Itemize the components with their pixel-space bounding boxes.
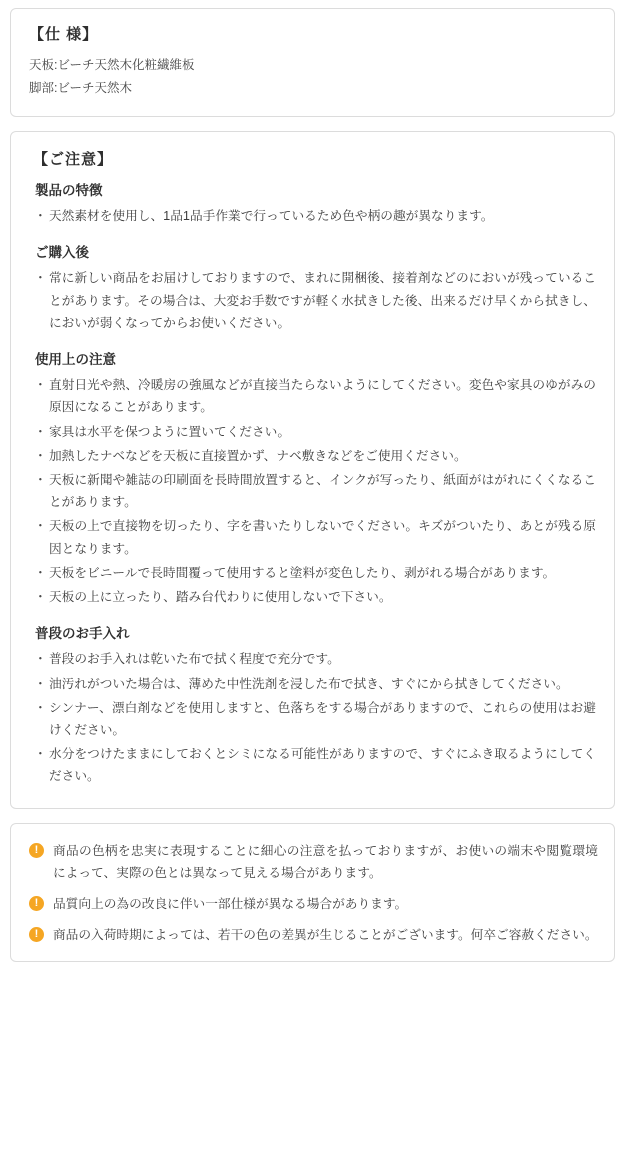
list-item: ・ 天板をビニールで長時間覆って使用すると塗料が変色したり、剥がれる場合があります。 (35, 562, 596, 584)
caution-section-after-purchase (29, 241, 596, 334)
section-list (29, 648, 596, 787)
exclamation-icon: ! (29, 927, 44, 942)
disclaimer-text: 品質向上の為の改良に伴い一部仕様が異なる場合があります。 (53, 897, 408, 912)
disclaimer-list (27, 840, 598, 947)
caution-card (10, 131, 615, 808)
section-list (29, 205, 596, 227)
section-heading: ご購入後 (35, 245, 89, 261)
list-item (27, 840, 598, 884)
section-list (29, 374, 596, 608)
spec-card (10, 8, 615, 117)
section-heading: 普段のお手入れ (35, 626, 130, 642)
caution-section-usage (29, 348, 596, 608)
spec-line: 脚部:ビーチ天然木 (29, 81, 132, 96)
list-item: ・ 直射日光や熱、冷暖房の強風などが直接当たらないようにしてください。変色や家具のゆがみの原因になることがあります。 (35, 374, 596, 418)
list-item: ・ 常に新しい商品をお届けしておりますので、まれに開梱後、接着剤などのにおいが残っていることがあります。その場合は、大変お手数ですが軽く水拭きした後、出来るだけ早くから拭きし、においが弱くなってからお使いください。 (35, 267, 596, 334)
list-item: ・ 油汚れがついた場合は、薄めた中性洗剤を浸した布で拭き、すぐにから拭きしてください。 (35, 673, 596, 695)
list-item: ・ 天板の上に立ったり、踏み台代わりに使用しないで下さい。 (35, 586, 596, 608)
list-item: ・ 天然素材を使用し、1品1品手作業で行っているため色や柄の趣が異なります。 (35, 205, 596, 227)
list-item (27, 924, 598, 946)
list-item: ・ 普段のお手入れは乾いた布で拭く程度で充分です。 (35, 648, 596, 670)
disclaimer-card (10, 823, 615, 962)
list-item: ・ 家具は水平を保つように置いてください。 (35, 421, 596, 443)
caution-title: 【ご注意】 (33, 151, 114, 169)
section-heading: 使用上の注意 (35, 352, 116, 368)
list-item: ・ 天板の上で直接物を切ったり、字を書いたりしないでください。キズがついたり、あとが残る原因となります。 (35, 515, 596, 559)
disclaimer-text: 商品の色柄を忠実に表現することに細心の注意を払っておりますが、お使いの端末や閲覧環境によって、実際の色とは異なって見える場合があります。 (53, 843, 598, 880)
spec-line: 天板:ビーチ天然木化粧繊維板 (29, 58, 195, 72)
caution-section-care (29, 622, 596, 787)
section-heading: 製品の特徴 (35, 183, 103, 199)
list-item: ・ 加熱したナベなどを天板に直接置かず、ナベ敷きなどをご使用ください。 (35, 445, 596, 467)
disclaimer-text: 商品の入荷時期によっては、若干の色の差異が生じることがございます。何卒ご容赦ください。 (53, 928, 598, 943)
spec-title: 【仕 様】 (29, 26, 99, 43)
exclamation-icon: ! (29, 843, 44, 858)
list-item: ・ 水分をつけたままにしておくとシミになる可能性がありますので、すぐにふき取るようにしてください。 (35, 743, 596, 787)
list-item: ・ 天板に新聞や雑誌の印刷面を長時間放置すると、インクが写ったり、紙面がはがれにくくなることがあります。 (35, 469, 596, 513)
section-list (29, 267, 596, 334)
list-item: ・ シンナー、漂白剤などを使用しますと、色落ちをする場合がありますので、これらの使用はお避けください。 (35, 697, 596, 741)
caution-section-features (29, 179, 596, 227)
exclamation-icon: ! (29, 896, 44, 911)
list-item (27, 893, 598, 915)
